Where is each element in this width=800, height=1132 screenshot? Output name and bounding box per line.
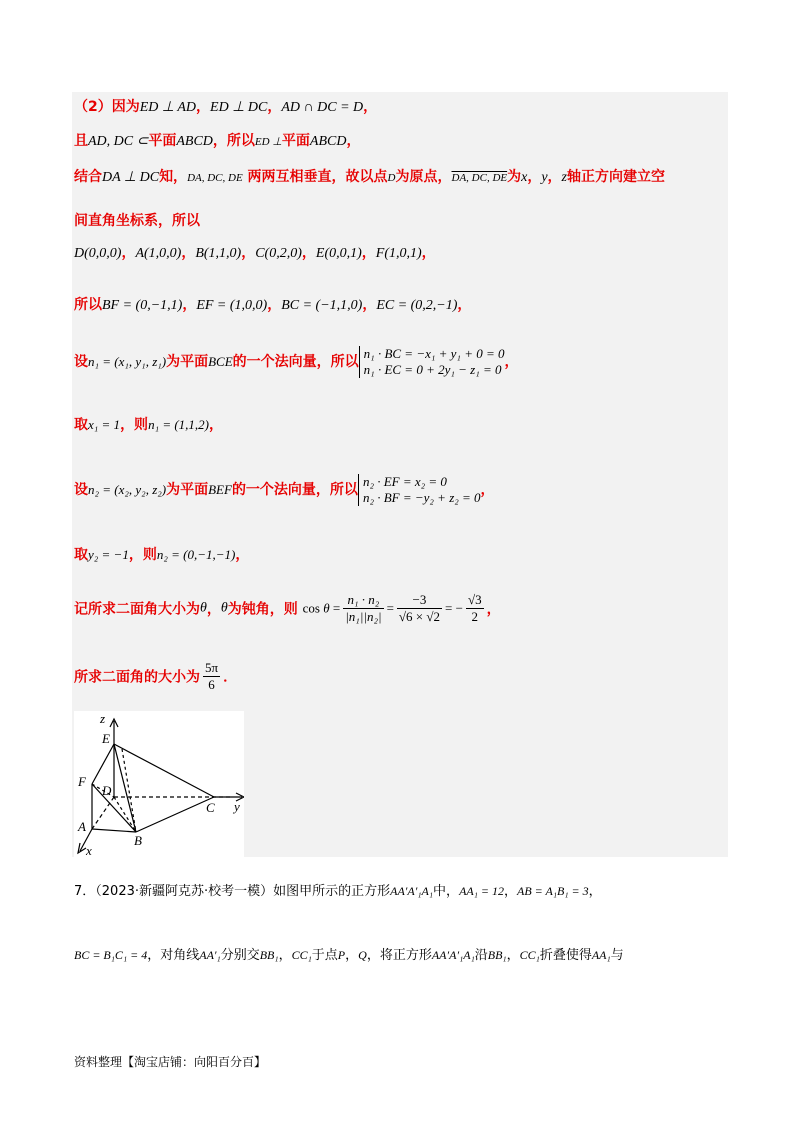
- label-C: C: [206, 800, 215, 815]
- solution-line-7: 设n₁ = (x₁, y₁, z₁)为平面BCE的一个法向量，所以 n₁ · BC = −x₁ + y₁ + 0 = 0 n₁ · EC = 0 + 2y₁ − z₁ = 0 ，: [74, 346, 519, 377]
- pyramid-diagram: [74, 711, 244, 858]
- geometry-figure: [74, 711, 244, 858]
- page-footer: 资料整理【淘宝店铺：向阳百分百】: [74, 1055, 267, 1069]
- solution-line-8: 取x₁ = 1，则n₁ = (1,1,2)，: [74, 417, 224, 433]
- label-F: F: [78, 774, 86, 789]
- solution-line-9: 设n₂ = (x₂, y₂, z₂)为平面BEF的一个法向量，所以 n₂ · EF = x₂ = 0 n₂ · BF = −y₂ + z₂ = 0 ，: [74, 474, 495, 505]
- fraction-cos-1: $\frac{\text{n₁ · n₂}}{\text{|n₁||n₂|}}$: [345, 592, 382, 624]
- label-A: A: [78, 819, 86, 834]
- solution-line-12: 所求二面角的大小为 $\frac{5\pi}{6}$ ．: [74, 660, 238, 692]
- equation-system-1: n₁ · BC = −x₁ + y₁ + 0 = 0 n₁ · EC = 0 + 2y₁ − z₁ = 0: [359, 346, 505, 378]
- question-7-line-2: BC = B₁C₁ = 4，对角线AA′₁分别交BB₁，CC₁于点P，Q，将正方形AA′A′₁A₁沿BB₁，CC₁折叠使得AA₁与: [74, 948, 624, 963]
- question-7-line-1: 7．（2023·新疆阿克苏·校考一模）如图甲所示的正方形AA′A′₁A₁中，AA₁ = 12，AB = A₁B₁ = 3，: [74, 884, 602, 899]
- fraction-cos-2: $\frac{-3}{√6 \times √2}$: [398, 592, 441, 624]
- solution-line-3: 结合DA ⊥ DC知，DA, DC, DE 两两互相垂直，故以点D为原点，DA, DC, DE为x，y，z轴正方向建立空: [74, 169, 665, 185]
- label-D: D: [102, 783, 112, 798]
- solution-line-6: 所以BF = (0,−1,1)，EF = (1,0,0)，BC = (−1,1,0)，EC = (0,2,−1)，: [74, 297, 472, 313]
- label-B: B: [134, 833, 142, 848]
- fraction-cos-3: $\frac{√3}{2}$: [467, 592, 482, 624]
- label-x: x: [86, 843, 92, 858]
- solution-line-1: （2）因为ED ⊥ AD，ED ⊥ DC，AD ∩ DC = D，: [74, 99, 378, 115]
- label-y: y: [234, 799, 240, 814]
- solution-line-4: 间直角坐标系，所以: [74, 213, 200, 229]
- solution-line-11: 记所求二面角大小为θ，θ为钝角，则 cos θ = $\frac{\text{n₁ · n₂}}{\text{|n₁||n₂|}}$ = $\frac{-3}{√6 \times √2}$ = − $\frac{√3}{2}$ ，: [74, 592, 501, 624]
- fraction-answer: $\frac{5\pi}{6}$: [205, 660, 219, 692]
- solution-line-2: 且AD, DC ⊂平面ABCD，所以ED ⊥平面ABCD，: [74, 133, 361, 149]
- label-E: E: [102, 731, 110, 746]
- label-z: z: [100, 711, 106, 726]
- equation-system-2: n₂ · EF = x₂ = 0 n₂ · BF = −y₂ + z₂ = 0: [358, 474, 481, 506]
- solution-line-5: D(0,0,0)，A(1,0,0)，B(1,1,0)，C(0,2,0)，E(0,0,1)，F(1,0,1)，: [74, 245, 436, 261]
- solution-line-10: 取y₂ = −1，则n₂ = (0,−1,−1)，: [74, 547, 250, 563]
